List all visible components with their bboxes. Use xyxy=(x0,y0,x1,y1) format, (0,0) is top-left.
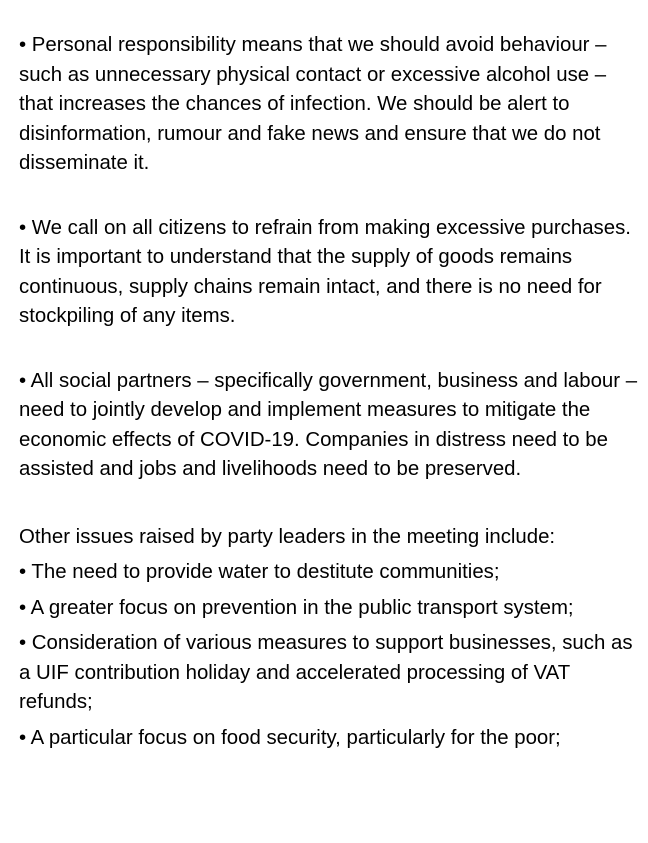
issue-item-support-businesses: • Consideration of various measures to support businesses, such as a UIF contribution holiday and accelerated processing of VAT refunds; xyxy=(19,632,633,713)
issue-item-food-security: • A particular focus on food security, particularly for the poor; xyxy=(19,726,561,749)
issue-item-water: • The need to provide water to destitute communities; xyxy=(19,561,500,583)
paragraph-excessive-purchases: • We call on all citizens to refrain from making excessive purchases. It is important to understand that the supply of goods remains continuous, supply chains remain intact, and there is no need for stockpiling of any items. xyxy=(19,216,631,327)
paragraph-social-partners: • All social partners – specifically government, business and labour – need to jointly develop and implement measures to mitigate the economic effects of COVID-19. Companies in distress need to be assisted and jobs and livelihoods need to be preserved. xyxy=(19,369,638,480)
document-page xyxy=(19,31,641,753)
issue-item-public-transport: • A greater focus on prevention in the public transport system; xyxy=(19,596,574,619)
issues-intro: Other issues raised by party leaders in the meeting include: xyxy=(19,525,556,548)
paragraph-personal-responsibility: • Personal responsibility means that we should avoid behaviour – such as unnecessary physical contact or excessive alcohol use – that increases the chances of infection. We should be alert to disinformation, rumour and fake news and ensure that we do not disseminate it. xyxy=(19,34,607,174)
